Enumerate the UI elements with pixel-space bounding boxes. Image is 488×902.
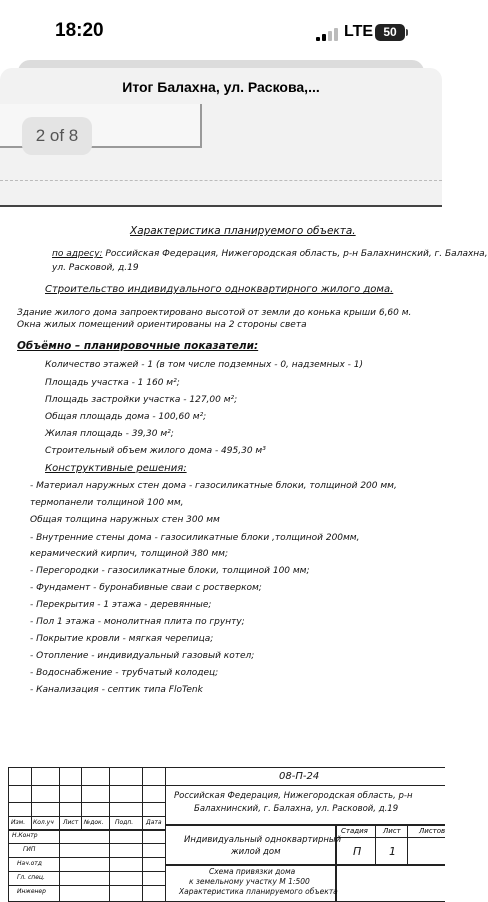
title-block xyxy=(8,767,445,902)
planning-item: Общая площадь дома - 100,60 м²; xyxy=(45,412,207,422)
planning-item: Количество этажей - 1 (в том числе подземных - 0, надземных - 1) xyxy=(45,360,364,370)
stamp-address-line-1: Российская Федерация, Нижегородская область, р-н xyxy=(174,791,413,801)
address-label: по адресу: xyxy=(52,249,103,259)
page-indicator: 2 of 8 xyxy=(22,117,92,155)
planning-item: Площадь участка - 1 160 м²; xyxy=(45,378,180,388)
battery-tip xyxy=(406,29,408,36)
building-line-2: Окна жилых помещений ориентированы на 2 стороны света xyxy=(17,320,307,330)
constructive-item: - Перегородки - газосиликатные блоки, толщиной 100 мм; xyxy=(30,566,310,576)
constructive-item: Общая толщина наружных стен 300 мм xyxy=(30,515,220,525)
constructive-item: - Перекрытия - 1 этажа - деревянные; xyxy=(30,600,212,610)
address-line-1 xyxy=(52,249,488,259)
doc-heading: Характеристика планируемого объекта. xyxy=(130,225,356,237)
constructive-item: - Водоснабжение - трубчатый колодец; xyxy=(30,668,219,678)
status-bar xyxy=(0,0,442,62)
constructive-item: - Материал наружных стен дома - газосиликатные блоки, толщиной 200 мм, xyxy=(30,481,397,491)
page-edge xyxy=(0,180,442,182)
constructive-item: - Фундамент - буронабивные сваи с ростверком; xyxy=(30,583,262,593)
document-title[interactable]: Итог Балахна, ул. Раскова,... xyxy=(122,79,320,95)
stage-label: Стадия xyxy=(341,827,368,835)
role-label: ГИП xyxy=(23,846,36,853)
scheme-line-1: Схема привязки дома xyxy=(209,867,296,876)
planning-heading: Объёмно – планировочные показатели: xyxy=(17,340,259,352)
constructive-item: керамический кирпич, толщиной 380 мм; xyxy=(30,549,228,559)
role-label: Инженер xyxy=(17,888,46,895)
col-header: Кол.уч xyxy=(33,819,54,826)
constructive-item: - Покрытие кровли - мягкая черепица; xyxy=(30,634,214,644)
scheme-line-3: Характеристика планируемого объекта xyxy=(179,887,338,896)
construction-title: Строительство индивидуального одноквартирного жилого дома. xyxy=(45,284,394,295)
project-code: 08-П-24 xyxy=(279,771,320,782)
role-label: Гл. спец. xyxy=(17,874,45,881)
sheets-label: Листов xyxy=(419,827,446,835)
constructive-item: - Пол 1 этажа - монолитная плита по грунту; xyxy=(30,617,245,627)
stage-value: П xyxy=(353,845,362,858)
network-type: LTE xyxy=(344,23,374,40)
project-name-line-2: жилой дом xyxy=(231,847,281,857)
role-label: Н.Контр xyxy=(12,832,38,839)
role-label: Нач.отд xyxy=(17,860,42,867)
scheme-line-2: к земельному участку М 1:500 xyxy=(189,877,310,886)
planning-item: Строительный объем жилого дома - 495,30 м³ xyxy=(45,446,266,456)
constructive-heading: Конструктивные решения: xyxy=(45,463,187,474)
building-line-1: Здание жилого дома запроектировано высотой от земли до конька крыши 6,60 м. xyxy=(17,308,412,318)
col-header: Подп. xyxy=(115,819,134,826)
sheet-value: 1 xyxy=(389,845,396,858)
address-line-2: ул. Расковой, д.19 xyxy=(52,263,139,273)
project-name-line-1: Индивидуальный одноквартирный xyxy=(184,835,342,845)
planning-item: Площадь застройки участка - 127,00 м²; xyxy=(45,395,238,405)
constructive-item: - Отопление - индивидуальный газовый котел; xyxy=(30,651,255,661)
battery-icon: 50 xyxy=(375,24,405,41)
col-header: №док. xyxy=(84,819,104,826)
constructive-item: термопанели толщиной 100 мм, xyxy=(30,498,184,508)
address-value: Российская Федерация, Нижегородская область, р-н Балахнинский, г. Балахна, xyxy=(102,249,488,259)
sheet-label: Лист xyxy=(383,827,401,835)
signal-icon xyxy=(316,27,338,41)
col-header: Лист xyxy=(63,819,79,826)
status-time: 18:20 xyxy=(55,20,104,41)
stamp-address-line-2: Балахнинский, г. Балахна, ул. Расковой, д.19 xyxy=(194,804,399,814)
planning-item: Жилая площадь - 39,30 м²; xyxy=(45,429,174,439)
col-header: Изм. xyxy=(11,819,26,826)
constructive-item: - Канализация - септик типа FloTenk xyxy=(30,685,203,695)
constructive-item: - Внутренние стены дома - газосиликатные блоки ,толщиной 200мм, xyxy=(30,533,360,543)
col-header: Дата xyxy=(146,819,162,826)
